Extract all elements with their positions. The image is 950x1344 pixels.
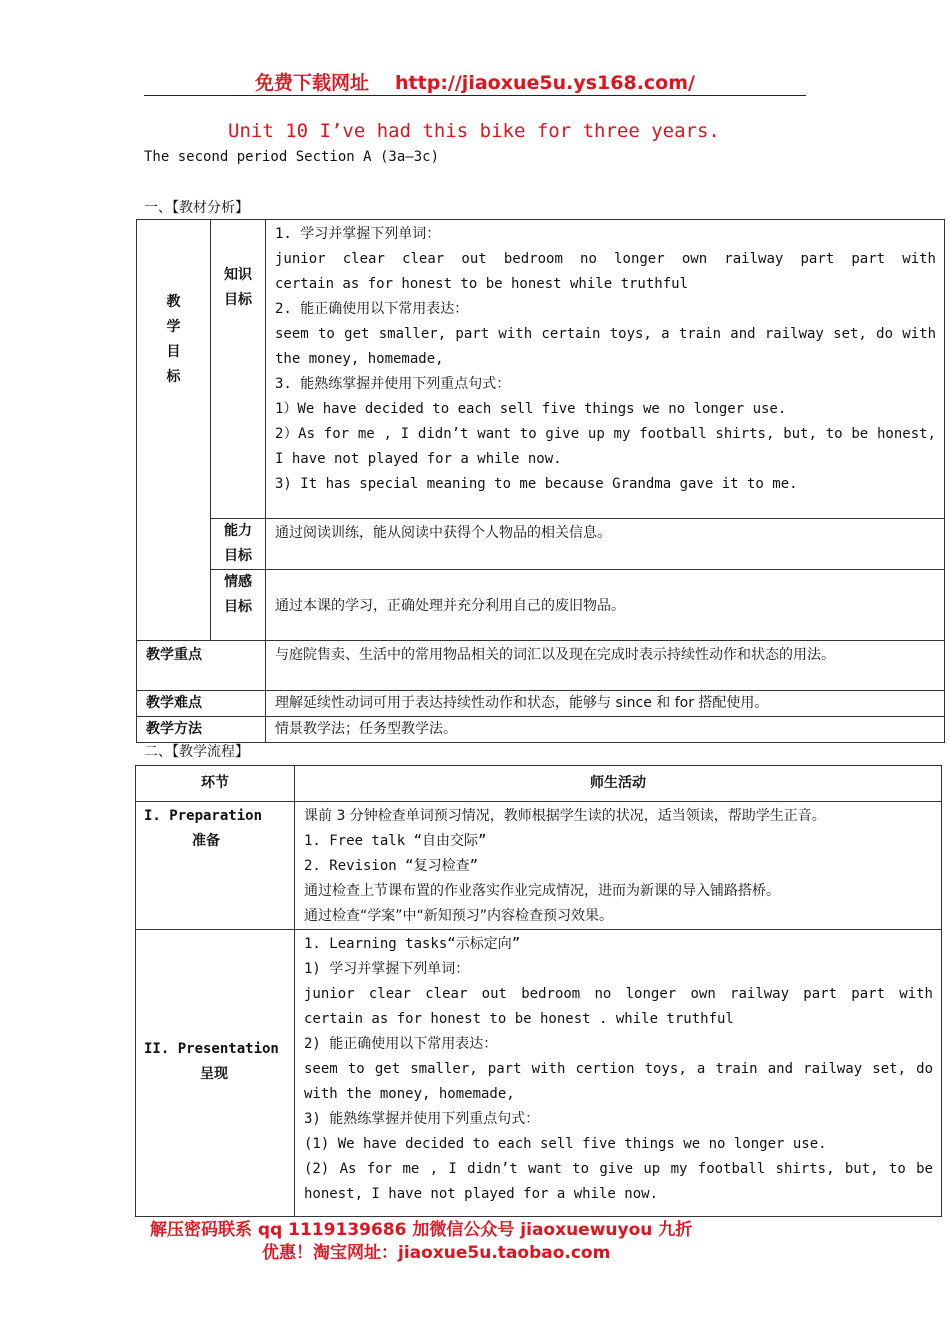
content-line: seem to get smaller, part with certion toys, a train and railway set, do	[304, 1061, 933, 1077]
content-line: (2) As for me , I didn’t want to give up my football shirts, but, to be	[304, 1161, 933, 1177]
content-line: 2. 能正确使用以下常用表达：	[275, 301, 469, 317]
content-line: 3) It has special meaning to me because Grandma gave it to me.	[275, 476, 798, 492]
section-heading-analysis: 一、【教材分析】	[144, 200, 249, 216]
footer-line[interactable]: 优惠！淘宝网址：jiaoxue5u.taobao.com	[262, 1243, 611, 1263]
label-line: 知识	[224, 267, 252, 283]
content-line: the money, homemade,	[275, 351, 444, 367]
goal-char: 教	[166, 294, 181, 310]
label-line: 能力	[224, 523, 252, 539]
activity-cell	[295, 930, 942, 1217]
table-row	[136, 930, 942, 1217]
stage-en: II. Presentation	[144, 1041, 279, 1057]
banner-text: 免费下载网址	[255, 72, 370, 94]
content-line: 1. Free talk “自由交际”	[304, 833, 487, 849]
content-line: 1. Learning tasks“示标定向”	[304, 936, 521, 952]
ability-goal-label	[211, 519, 266, 570]
unit-title: Unit 10 I’ve had this bike for three years.	[228, 120, 720, 142]
table-row	[136, 802, 942, 930]
content-line: certain as for honest to be honest . while truthful	[304, 1011, 734, 1027]
goal-char: 目	[166, 344, 181, 360]
section-heading-process: 二、【教学流程】	[144, 744, 249, 760]
stage-en: I. Preparation	[144, 808, 263, 824]
ability-goal-content: 通过阅读训练，能从阅读中获得个人物品的相关信息。	[266, 519, 945, 570]
emotion-text: 通过本课的学习，正确处理并充分利用自己的废旧物品。	[275, 597, 625, 614]
content-line: 3) 能熟练掌握并使用下列重点句式：	[304, 1111, 540, 1127]
goal-char: 学	[166, 319, 181, 335]
label-line: 目标	[224, 548, 252, 564]
content-line: honest, I have not played for a while now.	[304, 1186, 659, 1202]
content-line: 1）We have decided to each sell five things we no longer use.	[275, 401, 787, 417]
knowledge-goal-content	[266, 220, 945, 519]
content-line: 3. 能熟练掌握并使用下列重点句式：	[275, 376, 511, 392]
method-label: 教学方法	[137, 717, 266, 743]
footer-contact	[150, 1219, 692, 1265]
label-line: 目标	[224, 599, 252, 615]
content-line: 通过检查“学案”中“新知预习”内容检查预习效果。	[304, 908, 614, 924]
content-line: certain as for honest to be honest while truthful	[275, 276, 689, 292]
knowledge-goal-label	[211, 220, 266, 519]
content-line: I have not played for a while now.	[275, 451, 562, 467]
process-table	[135, 765, 942, 1217]
banner-url[interactable]: http://jiaoxue5u.ys168.com/	[395, 72, 695, 94]
content-line: 2. Revision “复习检查”	[304, 858, 479, 874]
stage-cn: 呈现	[200, 1066, 228, 1082]
emotion-goal-content	[266, 570, 945, 641]
key-point-label: 教学重点	[137, 641, 266, 691]
activity-cell	[295, 802, 942, 930]
content-line: 2）As for me , I didn’t want to give up my football shirts, but, to be honest,	[275, 426, 936, 442]
emotion-goal-label	[211, 570, 266, 641]
col-header-activity: 师生活动	[295, 766, 942, 802]
header-divider	[144, 95, 806, 96]
content-line: seem to get smaller, part with certain toys, a train and railway set, do with	[275, 326, 936, 342]
period-subtitle: The second period Section A (3a—3c)	[144, 149, 440, 165]
content-line: 1. 学习并掌握下列单词：	[275, 226, 441, 242]
goal-char: 标	[166, 369, 181, 385]
content-line: 2) 能正确使用以下常用表达：	[304, 1036, 498, 1052]
footer-line: 解压密码联系 qq 1119139686 加微信公众号 jiaoxuewuyou 九折	[150, 1220, 693, 1240]
stage-cn: 准备	[192, 833, 220, 849]
key-point-content: 与庭院售卖、生活中的常用物品相关的词汇以及现在完成时表示持续性动作和状态的用法。	[266, 641, 945, 691]
col-header-stage: 环节	[136, 766, 295, 802]
difficulty-content: 理解延续性动词可用于表达持续性动作和状态，能够与 since 和 for 搭配使用。	[266, 691, 945, 717]
content-line: 通过检查上节课布置的作业落实作业完成情况，进而为新课的导入铺路搭桥。	[304, 883, 780, 899]
label-line: 情感	[224, 574, 252, 590]
content-line: (1) We have decided to each sell five things we no longer use.	[304, 1136, 827, 1152]
teaching-goal-label	[137, 220, 211, 641]
stage-cell	[136, 802, 295, 930]
content-line: with the money, homemade,	[304, 1086, 515, 1102]
stage-cell	[136, 930, 295, 1217]
method-content: 情景教学法；任务型教学法。	[266, 717, 945, 743]
content-line: junior clear clear out bedroom no longer own railway part part with	[304, 986, 933, 1002]
difficulty-label: 教学难点	[137, 691, 266, 717]
label-line: 目标	[224, 292, 252, 308]
content-line: 课前 3 分钟检查单词预习情况，教师根据学生读的状况，适当领读，帮助学生正音。	[304, 808, 826, 824]
content-line: 1) 学习并掌握下列单词：	[304, 961, 470, 977]
analysis-table	[136, 219, 945, 743]
content-line: junior clear clear out bedroom no longer own railway part part with	[275, 251, 936, 267]
header-banner	[144, 68, 806, 95]
